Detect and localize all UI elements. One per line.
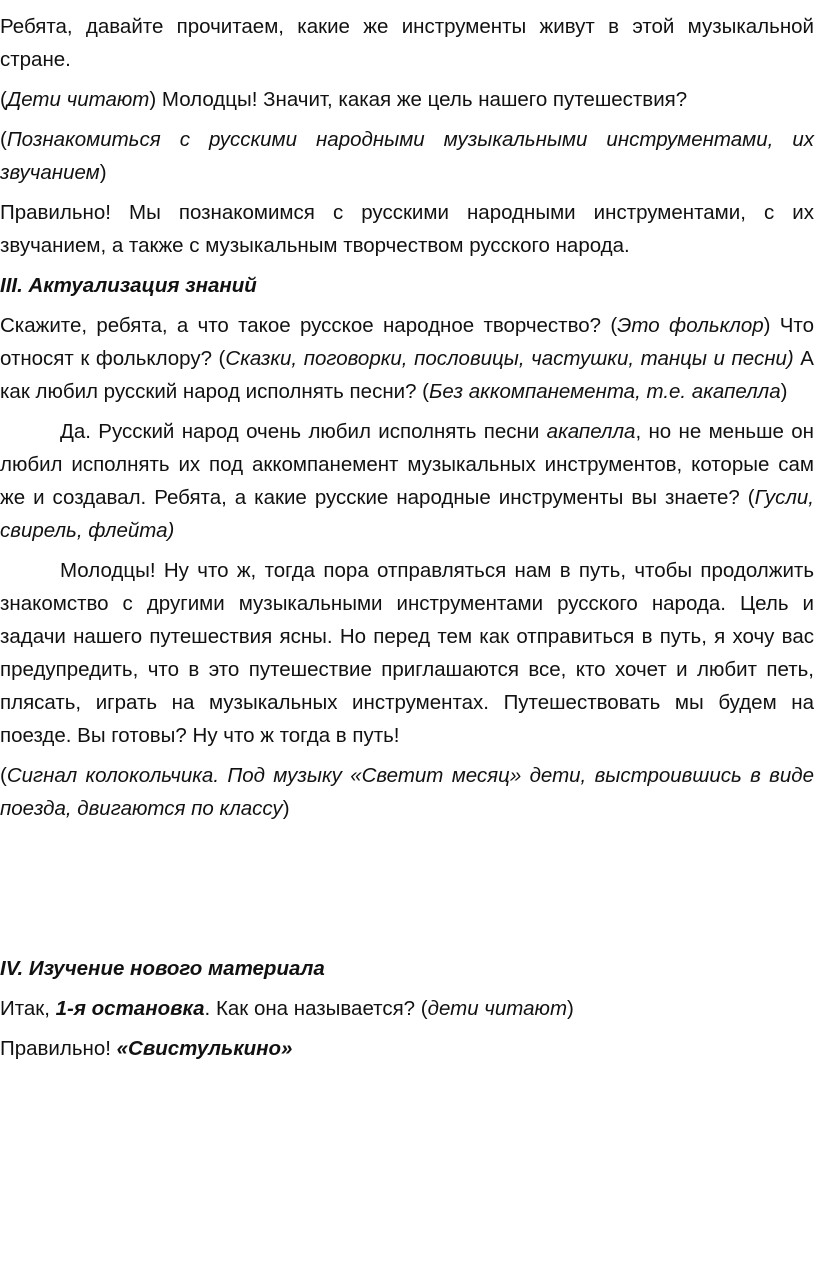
first-stop-label: 1-я остановка <box>55 997 205 1020</box>
paragraph-journey-text: Молодцы! Ну что ж, тогда пора отправляться нам в путь, чтобы продолжить знакомство с другими музыкальными инструментами русского народа. Цель и задачи нашего путешествия ясны. Но перед тем как отправиться в путь, я хочу вас предупредить, что в это путешествие приглашаются все, кто хочет и любит петь, плясать, играть на музыкальных инструментах. Путешествовать мы будем на поезде. Вы готовы? Ну что ж тогда в путь! <box>0 559 814 747</box>
paragraph-instruments <box>0 415 814 547</box>
first-stop-text-2: . Как она называется? ( <box>204 997 428 1020</box>
folklore-answer-2: Сказки, поговорки, пословицы, частушки, танцы и песни) <box>225 347 794 370</box>
bell-signal-remark: Сигнал колокольчика. Под музыку «Светит месяц» дети, выстроившись в виде поезда, двигаются по классу <box>0 764 814 820</box>
remark-children-read: Дети читают <box>6 88 150 111</box>
paragraph-folklore <box>0 309 814 408</box>
folklore-question-3: А как любил русский народ исполнять песни? ( <box>0 347 814 403</box>
paragraph-intro <box>0 10 814 76</box>
section-heading-4-text: IV. Изучение нового материала <box>0 957 325 980</box>
instruments-italic-1: акапелла <box>546 420 636 443</box>
paren-open: ( <box>0 128 7 151</box>
paren-close: ) <box>780 380 788 403</box>
first-stop-text-1: Итак, <box>0 997 56 1020</box>
svistulkino-text: Правильно! <box>0 1037 117 1060</box>
paren-close: ) <box>282 797 290 820</box>
svistulkino-name: «Свистулькино» <box>116 1037 293 1060</box>
instruments-answer: Гусли, свирель, флейта) <box>0 486 814 542</box>
paragraph-svistulkino <box>0 1032 814 1065</box>
paragraph-correct <box>0 196 814 262</box>
section-heading-3 <box>0 269 814 302</box>
section-heading-3-text: III. Актуализация знаний <box>0 274 257 297</box>
section-heading-4 <box>0 952 814 985</box>
paragraph-first-stop <box>0 992 814 1025</box>
blank-space <box>0 832 814 952</box>
paragraph-intro-text: Ребята, давайте прочитаем, какие же инструменты живут в этой музыкальной стране. <box>0 15 814 71</box>
paren-open: ( <box>0 88 7 111</box>
folklore-answer: Это фольклор <box>617 314 764 337</box>
paragraph-children-read <box>0 83 814 116</box>
folklore-answer-3: Без аккомпанемента, т.е. акапелла <box>429 380 781 403</box>
first-stop-remark: дети читают <box>427 997 568 1020</box>
paragraph-journey <box>0 554 814 752</box>
question-goal: ) Молодцы! Значит, какая же цель нашего путешествия? <box>149 88 688 111</box>
folklore-question: Скажите, ребята, а что такое русское народное творчество? ( <box>0 314 618 337</box>
folklore-question-2: ) Что относят к фольклору? ( <box>0 314 814 370</box>
paren-open: ( <box>0 764 7 787</box>
paragraph-bell-signal <box>0 759 814 825</box>
paren-close: ) <box>99 161 107 184</box>
instruments-text-1: Да. Русский народ очень любил исполнять песни <box>60 420 547 443</box>
paragraph-goal-answer <box>0 123 814 189</box>
goal-answer: Познакомиться с русскими народными музыкальными инструментами, их звучанием <box>0 128 814 184</box>
paren-close: ) <box>567 997 574 1020</box>
paragraph-correct-text: Правильно! Мы познакомимся с русскими народными инструментами, с их звучанием, а также с музыкальным творчеством русского народа. <box>0 201 814 257</box>
instruments-text-2: , но не меньше он любил исполнять их под аккомпанемент музыкальных инструментов, которые сам же и создавал. Ребята, а какие русские народные инструменты вы знаете? ( <box>0 420 814 509</box>
